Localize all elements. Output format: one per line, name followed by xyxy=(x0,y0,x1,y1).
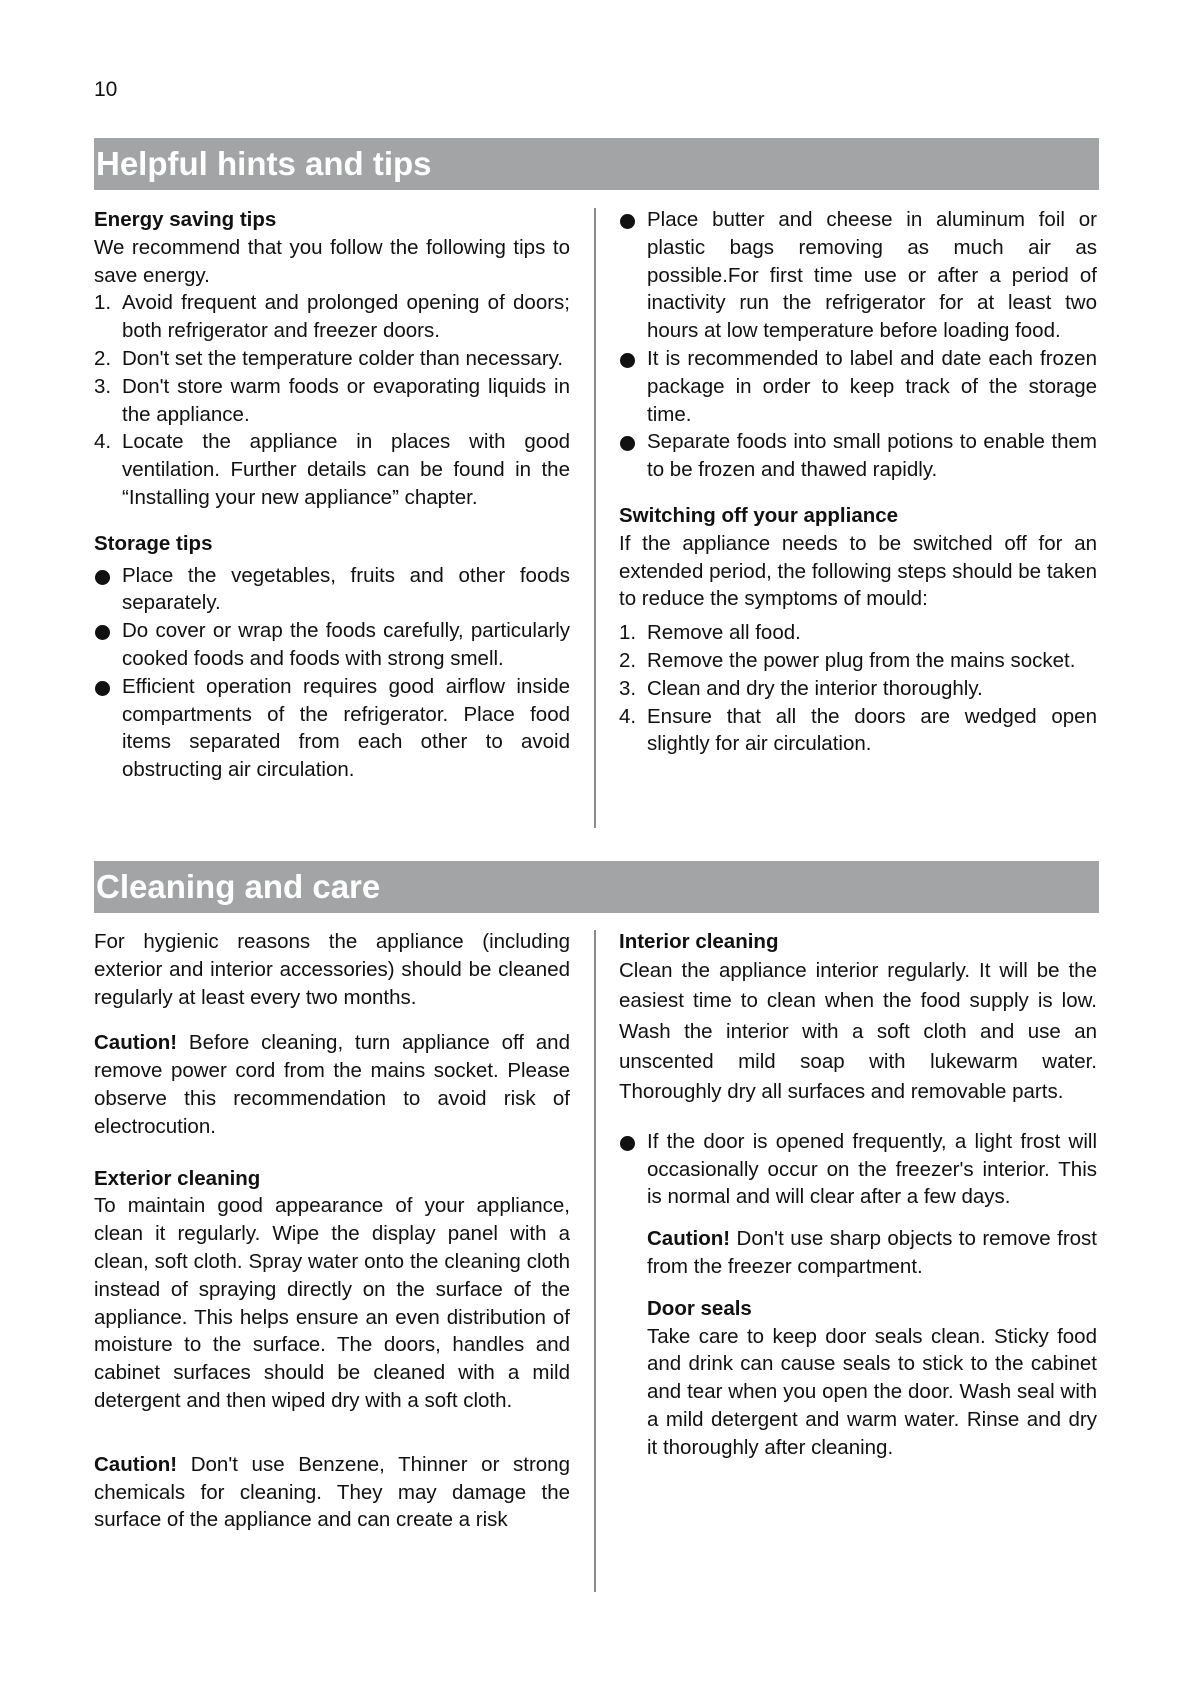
storage-heading: Storage tips xyxy=(94,531,213,555)
list-item xyxy=(619,703,1097,759)
caution-label: Caution! xyxy=(647,1227,731,1251)
item-text: Place the vegetables, fruits and other foods separately. xyxy=(122,563,570,615)
exterior-heading: Exterior cleaning xyxy=(94,1166,261,1190)
list-item xyxy=(94,428,570,511)
list-item xyxy=(94,673,570,784)
caution-text: Don't use sharp objects to remove frost from the freezer compartment. xyxy=(647,1227,1097,1279)
energy-intro: We recommend that you follow the following tips to save energy. xyxy=(94,235,570,287)
caution-paragraph xyxy=(94,1029,570,1140)
list-item xyxy=(619,675,1097,703)
list-item xyxy=(94,617,570,673)
hints-right-column xyxy=(619,206,1097,758)
list-item xyxy=(94,562,570,618)
caution-text: Don't use Benzene, Thinner or strong chemicals for cleaning. They may damage the surface of the appliance and can create a risk xyxy=(94,1452,570,1532)
interior-heading: Interior cleaning xyxy=(619,930,779,953)
item-text: Separate foods into small potions to enable them to be frozen and thawed rapidly. xyxy=(647,430,1097,482)
item-number: 2. xyxy=(619,648,637,672)
item-number: 1. xyxy=(94,291,112,315)
bullet-icon xyxy=(620,353,635,368)
energy-heading: Energy saving tips xyxy=(94,208,277,231)
caution-paragraph xyxy=(619,1225,1097,1281)
bullet-icon xyxy=(620,214,635,229)
item-text: Efficient operation requires good airflow inside compartments of the refrigerator. Place food items separated from each other to avoid obstructing air circulation. xyxy=(122,674,570,782)
item-text: Don't store warm foods or evaporating liquids in the appliance. xyxy=(122,374,570,426)
item-text: It is recommended to label and date each frozen package in order to keep track of the storage time. xyxy=(647,346,1097,426)
bullet-icon xyxy=(620,1136,635,1151)
door-seals-text: Take care to keep door seals clean. Sticky food and drink can cause seals to stick to the cabinet and tear when you open the door. Wash seal with a mild detergent and warm water. Rinse and dry it thoroughly after cleaning. xyxy=(647,1324,1097,1459)
page-number: 10 xyxy=(94,78,118,101)
cleaning-left-column xyxy=(94,928,570,1534)
caution-text: Before cleaning, turn appliance off and remove power cord from the mains socket. Please observe this recommendation to avoid risk of electrocution. xyxy=(94,1031,570,1138)
item-text: Don't set the temperature colder than necessary. xyxy=(122,346,564,370)
interior-text: Clean the appliance interior regularly. It will be the easiest time to clean when the food supply is low. Wash the interior with a soft cloth and use an unscented mild soap with lukewarm water. Thoroughly dry all surfaces and removable parts. xyxy=(619,958,1097,1104)
storage-list-continued xyxy=(619,206,1097,484)
column-divider xyxy=(594,930,596,1592)
list-item xyxy=(619,647,1097,675)
item-text: Remove all food. xyxy=(647,621,801,645)
item-number: 2. xyxy=(94,346,112,370)
item-text: Avoid frequent and prolonged opening of doors; both refrigerator and freezer doors. xyxy=(122,291,570,343)
bullet-icon xyxy=(620,436,635,451)
list-item xyxy=(619,206,1097,345)
caution-paragraph xyxy=(94,1451,570,1534)
cleaning-right-column xyxy=(619,928,1097,1462)
item-number: 3. xyxy=(619,676,637,700)
door-seals-heading: Door seals xyxy=(647,1296,752,1320)
caution-label: Caution! xyxy=(94,1452,178,1476)
switching-heading: Switching off your appliance xyxy=(619,503,899,527)
bullet-icon xyxy=(95,625,110,640)
item-number: 1. xyxy=(619,621,637,645)
list-item xyxy=(619,619,1097,647)
interior-list xyxy=(619,1128,1097,1211)
item-text: Locate the appliance in places with good ventilation. Further details can be found in the “Installing your new appliance” chapter. xyxy=(122,430,570,509)
item-number: 4. xyxy=(619,704,637,728)
hints-left-column xyxy=(94,206,570,784)
exterior-text: To maintain good appearance of your appliance, clean it regularly. Wipe the display panel with a clean, soft cloth. Spray water onto the cleaning cloth instead of spraying directly on the surface of the appliance. This helps ensure an even distribution of moisture to the surface. The doors, handles and cabinet surfaces should be cleaned with a mild detergent and then wiped dry with a soft cloth. xyxy=(94,1194,570,1412)
cleaning-intro: For hygienic reasons the appliance (including exterior and interior accessories) should be cleaned regularly at least every two months. xyxy=(94,930,570,1009)
bullet-icon xyxy=(95,570,110,585)
item-text: Ensure that all the doors are wedged open slightly for air circulation. xyxy=(647,704,1097,756)
item-text: Clean and dry the interior thoroughly. xyxy=(647,676,983,700)
storage-list xyxy=(94,562,570,784)
item-text: If the door is opened frequently, a light frost will occasionally occur on the freezer's interior. This is normal and will clear after a few days. xyxy=(647,1129,1097,1209)
list-item xyxy=(94,373,570,429)
column-divider xyxy=(594,208,596,828)
switching-intro: If the appliance needs to be switched off for an extended period, the following steps should be taken to reduce the symptoms of mould: xyxy=(619,531,1097,611)
item-number: 4. xyxy=(94,430,112,454)
item-number: 3. xyxy=(94,374,112,398)
list-item xyxy=(619,428,1097,484)
item-text: Remove the power plug from the mains socket. xyxy=(647,648,1076,672)
list-item xyxy=(94,345,570,373)
item-text: Do cover or wrap the foods carefully, particularly cooked foods and foods with strong smell. xyxy=(122,619,570,670)
section-title-cleaning: Cleaning and care xyxy=(94,861,1099,913)
bullet-icon xyxy=(95,681,110,696)
list-item xyxy=(619,345,1097,428)
switching-list xyxy=(619,619,1097,758)
energy-list xyxy=(94,289,570,511)
list-item xyxy=(619,1128,1097,1211)
item-text: Place butter and cheese in aluminum foil or plastic bags removing as much air as possible.For first time use or after a period of inactivity run the refrigerator for at least two hours at low temperature before loading food. xyxy=(647,208,1097,343)
list-item xyxy=(94,289,570,345)
section-title-hints: Helpful hints and tips xyxy=(94,138,1099,190)
caution-label: Caution! xyxy=(94,1031,178,1055)
